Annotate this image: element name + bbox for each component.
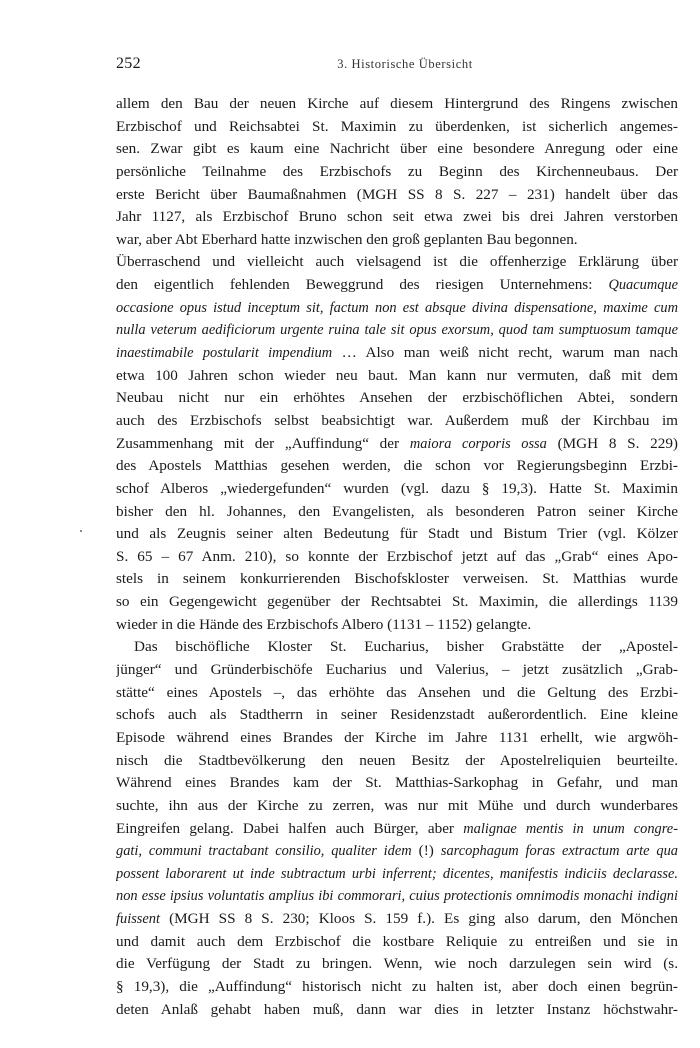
text-line [116, 885, 678, 908]
text-line [116, 931, 678, 954]
text-run: den eigentlich fehlenden Beweggrund des riesigen Unternehmens: [116, 276, 609, 294]
text-line [116, 229, 678, 252]
latin-quote: inaestimabile postularit impendium [116, 345, 333, 362]
text-run: … Also man weiß nicht recht, warum man nach [332, 344, 678, 362]
text-line [116, 433, 678, 456]
text-line [116, 342, 678, 365]
text-run: Neubau nicht nur ein erhöhtes Ansehen der erzbischöflichen Abtei, sondern [116, 389, 678, 407]
text-line [116, 387, 678, 410]
text-line [116, 818, 678, 841]
text-run: auch des Erzbischofs selbst beabsichtigt war. Außerdem muß der Kirchbau im [116, 411, 678, 429]
text-run: sen. Zwar gibt es kaum eine Nachricht über eine besondere Anregung oder eine [116, 140, 678, 158]
text-run: Episode während eines Brandes der Kirche im Jahre 1131 erhellt, wie argwöh- [116, 728, 678, 746]
text-run: suchte, ihn aus der Kirche zu zerren, was nur mit Mühe und durch wunderbares [116, 796, 678, 814]
text-line [116, 501, 678, 524]
body-text [116, 93, 678, 1021]
text-line [116, 840, 678, 863]
text-run: allem den Bau der neuen Kirche auf diesem Hintergrund des Ringens zwischen [116, 95, 678, 112]
margin-mark [80, 530, 82, 532]
text-run: deten Anlaß gehabt haben muß, dann war dies in letzter Instanz höchstwahr- [116, 1000, 678, 1018]
text-line [116, 138, 678, 161]
text-run: Eingreifen gelang. Dabei halfen auch Bürger, aber [116, 819, 464, 837]
text-line [116, 206, 678, 229]
latin-quote: gati, communi tractabant consilio, qualiter idem [116, 843, 412, 860]
text-run: so ein Gegengewicht gegenüber der Rechtsabtei St. Maximin, die allerdings 1139 [116, 593, 678, 611]
text-line [116, 568, 678, 591]
text-run: (MGH SS 8 S. 230; Kloos S. 159 f.). Es ging also darum, den Mönchen [159, 910, 678, 928]
text-line [116, 976, 678, 999]
running-title: 3. Historische Übersicht [337, 57, 473, 71]
text-line [116, 704, 678, 727]
latin-quote: non esse ipsius voluntatis amplius ibi commorari, cuius protectionis omnimodis monachi indigni [116, 888, 678, 905]
text-run: Jahr 1127, als Erzbischof Bruno schon seit etwa zwei bis drei Jahren verstorben [116, 208, 678, 226]
text-line [116, 614, 678, 637]
text-line [116, 297, 678, 320]
text-line [116, 863, 678, 886]
text-run: etwa 100 Jahren schon wieder neu baut. Man kann nur vermuten, daß mit dem [116, 366, 678, 384]
text-line [116, 659, 678, 682]
text-line [116, 795, 678, 818]
latin-quote: occasione opus istud inceptum sit, factum non est absque divina dispensatione, maxime cum [116, 299, 678, 316]
latin-quote: possent laborarent ut inde subtractum urbi inferrent; dicentes, manifestis indiciis declarasse. [116, 865, 678, 882]
text-line [116, 750, 678, 773]
page-number: 252 [116, 55, 141, 72]
text-run: jünger“ und Gründerbischöfe Eucharius und Valerius, – jetzt zusätzlich „Grab- [116, 661, 678, 679]
text-line [116, 682, 678, 705]
text-run: Zusammenhang mit der „Auffindung“ der [116, 434, 410, 452]
latin-quote: nulla veterum aedificiorum urgente ruina tale sit opus exorsum, quod tam sumptuosum tamque [116, 322, 678, 339]
text-line [116, 184, 678, 207]
text-run: Das bischöfliche Kloster St. Eucharius, bisher Grabstätte der „Apostel- [134, 638, 678, 656]
latin-quote: malignae mentis in unum congre- [463, 820, 678, 837]
text-run: (!) [411, 842, 441, 860]
text-line [116, 953, 678, 976]
text-run: Überraschend und vielleicht auch vielsagend ist die offenherzige Erklärung über [116, 253, 678, 271]
text-line [116, 251, 678, 274]
text-line [116, 727, 678, 750]
text-run: Erzbischof und Reichsabtei St. Maximin zu überdenken, ist sicherlich angemes- [116, 117, 678, 135]
text-run: bisher den hl. Johannes, den Evangelisten, als besonderen Patron seiner Kirche [116, 502, 678, 520]
text-run: erste Bericht über Baumaßnahmen (MGH SS 8 S. 227 – 231) handelt über das [116, 185, 678, 203]
text-line [116, 410, 678, 433]
text-run: schofs auch als Stadtherrn in seiner Residenzstadt außerordentlich. Eine kleine [116, 706, 678, 724]
text-run: war, aber Abt Eberhard hatte inzwischen den groß geplanten Bau begonnen. [116, 230, 578, 248]
text-run: (MGH 8 S. 229) [546, 434, 678, 452]
text-run: wieder in die Hände des Erzbischofs Albero (1131 – 1152) gelangte. [116, 615, 532, 633]
text-line [116, 636, 678, 659]
text-line [116, 455, 678, 478]
text-line [116, 274, 678, 297]
latin-quote: fuissent [116, 911, 160, 928]
text-line [116, 93, 678, 116]
text-line [116, 116, 678, 139]
text-line [116, 478, 678, 501]
text-line [116, 908, 678, 931]
text-run: stätte“ eines Apostels –, das erhöhte das Ansehen und die Geltung des Erzbi- [116, 683, 678, 701]
text-run: S. 65 – 67 Anm. 210), so konnte der Erzbischof jetzt auf das „Grab“ eines Apo- [116, 547, 678, 565]
text-run: und als Zeugnis seiner alten Bedeutung für Stadt und Bistum Trier (vgl. Kölzer [116, 525, 678, 543]
text-line [116, 591, 678, 614]
text-line [116, 365, 678, 388]
text-run: Während eines Brandes kam der St. Matthias-Sarkophag in Gefahr, und man [116, 774, 678, 792]
latin-quote: Quacumque [608, 277, 678, 294]
text-run: § 19,3), die „Auffindung“ historisch nicht zu halten ist, aber doch einen begrün- [116, 977, 678, 995]
latin-quote: sarcophagum foras extractum arte qua [440, 843, 678, 860]
text-run: und damit auch dem Erzbischof die kostbare Reliquie zu entreißen und sie in [116, 932, 678, 950]
text-line [116, 523, 678, 546]
text-line [116, 772, 678, 795]
text-run: die Verfügung der Stadt zu bringen. Wenn, wie noch darzulegen sein wird (s. [116, 955, 678, 973]
text-run: des Apostels Matthias gesehen werden, die schon vor Regierungsbeginn Erzbi- [116, 457, 678, 475]
text-run: nisch die Stadtbevölkerung den neuen Besitz der Apostelreliquien beurteilte. [116, 751, 678, 769]
text-line [116, 319, 678, 342]
text-run: schof Alberos „wiedergefunden“ wurden (vgl. dazu § 19,3). Hatte St. Maximin [116, 479, 678, 497]
text-line [116, 161, 678, 184]
text-line [116, 999, 678, 1022]
text-run: persönliche Teilnahme des Erzbischofs zu Beginn des Kirchenneubaus. Der [116, 162, 678, 180]
text-run: stels in seinem konkurrierenden Bischofskloster verweisen. St. Matthias wurde [116, 570, 678, 588]
latin-quote: maiora corporis ossa [409, 435, 547, 452]
text-line [116, 546, 678, 569]
